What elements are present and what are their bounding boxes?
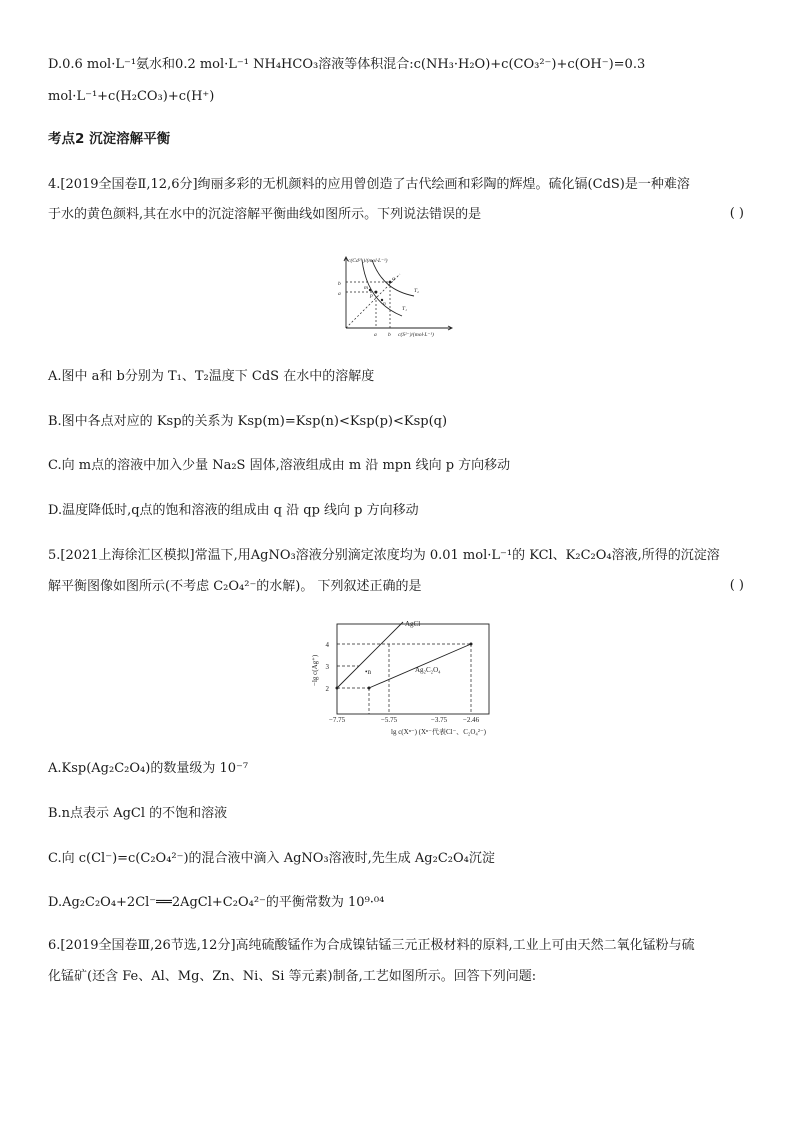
q4-stem-line2: 于水的黄色颜料,其在水中的沉淀溶解平衡曲线如图所示。下列说法错误的是: [48, 207, 482, 222]
q4-y-tick-b: b: [338, 281, 341, 287]
q5-option-c: C.向 c(Cl⁻)=c(C₂O₄²⁻)的混合液中滴入 AgNO₃溶液时,先生成 Ag₂C₂O₄沉淀: [48, 851, 495, 866]
section-heading: 考点2 沉淀溶解平衡: [48, 131, 171, 147]
q4-option-d: D.温度降低时,q点的饱和溶液的组成由 q 沿 qp 线向 p 方向移动: [48, 503, 419, 518]
q5-x-tick-4: −2.46: [462, 716, 480, 724]
q6-stem-line2: 化锰矿(还含 Fe、Al、Mg、Zn、Ni、Si 等元素)制备,工艺如图所示。回答下列问题:: [48, 969, 537, 984]
q4-x-tick-a: a: [374, 332, 377, 338]
q5-answer-blank: ( ): [729, 578, 744, 593]
q4-answer-blank: ( ): [729, 206, 744, 221]
q4-point-n: n: [383, 301, 386, 307]
q5-series-ag2c2o4-label: Ag₂C₂O₄: [415, 666, 441, 674]
q5-y-tick-2: 2: [325, 685, 329, 693]
q4-y-tick-a: a: [338, 291, 341, 297]
q4-figure: [334, 252, 460, 340]
q5-option-a: A.Ksp(Ag₂C₂O₄)的数量级为 10⁻⁷: [48, 761, 249, 776]
q4-point-q: q: [392, 276, 395, 282]
q5-series-agcl-label: AgCl: [405, 620, 421, 628]
q5-y-tick-3: 3: [325, 663, 329, 671]
q4-y-axis-label: c(Cd²⁺)/(mol·L⁻¹): [348, 258, 388, 264]
q5-stem-line2: 解平衡图像如图所示(不考虑 C₂O₄²⁻的水解)。 下列叙述正确的是: [48, 579, 422, 594]
q4-option-c: C.向 m点的溶液中加入少量 Na₂S 固体,溶液组成由 m 沿 mpn 线向 p 方向移动: [48, 458, 511, 473]
q4-x-tick-b: b: [388, 332, 391, 338]
q5-x-tick-3: −3.75: [430, 716, 448, 724]
q4-x-axis-label: c(S²⁻)/(mol·L⁻¹): [398, 332, 434, 338]
q5-x-axis-label: lg c(Xⁿ⁻) (Xⁿ⁻代表Cl⁻、C₂O₄²⁻): [391, 728, 486, 736]
q4-option-a: A.图中 a和 b分别为 T₁、T₂温度下 CdS 在水中的溶解度: [48, 369, 375, 384]
q5-y-tick-4: 4: [325, 641, 329, 649]
q6-stem-line1: 6.[2019全国卷Ⅲ,26节选,12分]高纯硫酸锰作为合成镍钴锰三元正极材料的原料,工业上可由天然二氧化锰粉与硫: [48, 938, 695, 953]
q4-point-m: m: [364, 285, 368, 291]
q5-stem-line1: 5.[2021上海徐汇区模拟]常温下,用AgNO₃溶液分别滴定浓度均为 0.01 mol·L⁻¹的 KCl、K₂C₂O₄溶液,所得的沉淀溶: [48, 548, 720, 563]
q4-curve-t2: T₂: [414, 288, 419, 294]
option-d-prev-line2: mol·L⁻¹+c(H₂CO₃)+c(H⁺): [48, 89, 215, 104]
q5-figure: [305, 614, 505, 740]
q4-stem-line1: 4.[2019全国卷Ⅱ,12,6分]绚丽多彩的无机颜料的应用曾创造了古代绘画和彩陶的辉煌。硫化镉(CdS)是一种难溶: [48, 177, 690, 192]
q4-point-p: p: [370, 293, 373, 299]
q5-point-n: •n: [365, 668, 371, 676]
q4-option-b: B.图中各点对应的 Ksp的关系为 Ksp(m)=Ksp(n)<Ksp(p)<Ksp(q): [48, 414, 448, 429]
option-d-prev-line1: D.0.6 mol·L⁻¹氨水和0.2 mol·L⁻¹ NH₄HCO₃溶液等体积混合:c(NH₃·H₂O)+c(CO₃²⁻)+c(OH⁻)=0.3: [48, 57, 646, 72]
q5-x-tick-2: −5.75: [380, 716, 398, 724]
q5-option-d: D.Ag₂C₂O₄+2Cl⁻══2AgCl+C₂O₄²⁻的平衡常数为 10⁹·⁰⁴: [48, 895, 385, 910]
q5-option-b: B.n点表示 AgCl 的不饱和溶液: [48, 806, 228, 821]
q4-curve-t1: T₁: [402, 306, 407, 312]
q5-y-axis-label: −lg c(Ag⁺): [311, 654, 319, 686]
q5-x-tick-1: −7.75: [328, 716, 346, 724]
